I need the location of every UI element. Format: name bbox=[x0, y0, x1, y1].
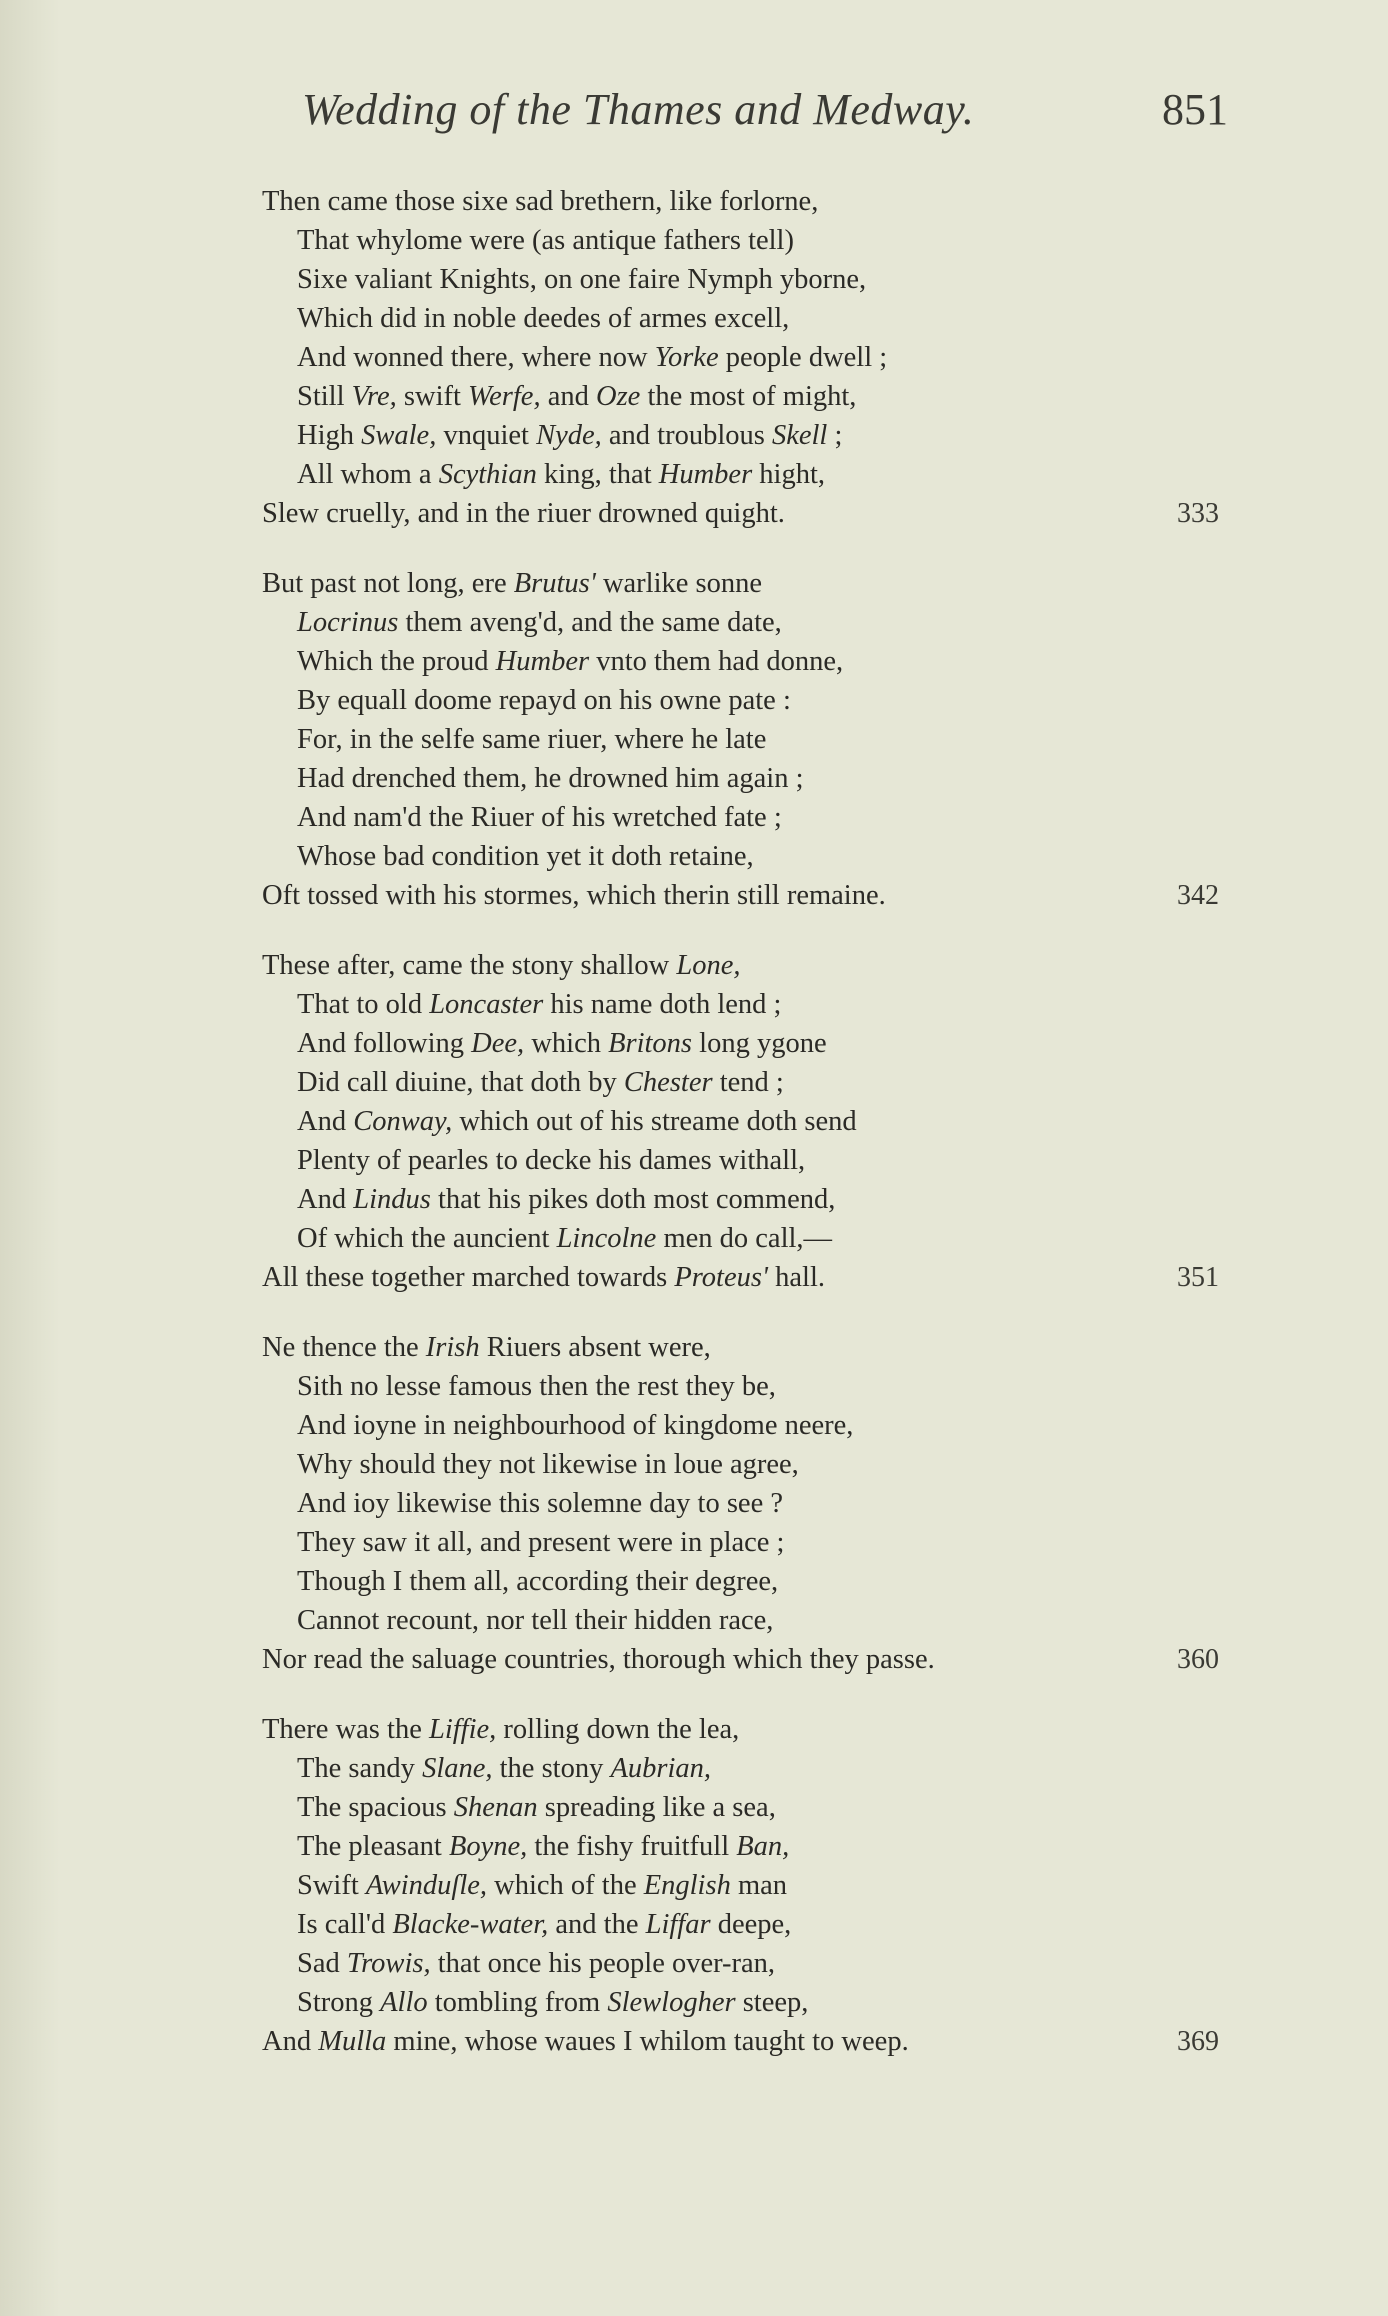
verse-text: and bbox=[540, 381, 596, 412]
verse-line bbox=[262, 1601, 1262, 1640]
line-number: 360 bbox=[1177, 1644, 1219, 1675]
verse-line bbox=[262, 876, 1262, 915]
verse-text: which bbox=[524, 1028, 609, 1059]
verse-text: ; bbox=[827, 420, 843, 451]
verse-text: The spacious bbox=[297, 1792, 454, 1823]
verse-text: Did call diuine, that doth by bbox=[297, 1067, 624, 1098]
verse-text: Ne thence the bbox=[262, 1332, 426, 1363]
italic-name: Conway, bbox=[353, 1106, 453, 1137]
italic-name: Slane, bbox=[422, 1753, 493, 1784]
stanza bbox=[262, 564, 1262, 915]
verse-line bbox=[262, 1640, 1262, 1679]
verse-text: The pleasant bbox=[297, 1831, 449, 1862]
verse-text: long ygone bbox=[692, 1028, 827, 1059]
verse-text: Strong bbox=[297, 1987, 381, 2018]
verse-line bbox=[262, 1484, 1262, 1523]
verse-line bbox=[262, 946, 1262, 985]
verse-line bbox=[262, 1141, 1262, 1180]
verse-text: steep, bbox=[735, 1987, 809, 2018]
verse-text: For, in the selfe same riuer, where he late bbox=[297, 724, 767, 755]
verse-line bbox=[262, 642, 1262, 681]
italic-name: Werfe, bbox=[468, 381, 541, 412]
italic-name: Humber bbox=[658, 459, 753, 490]
verse-line bbox=[262, 455, 1262, 494]
italic-name: Brutus' bbox=[513, 568, 596, 599]
verse-text: tombling from bbox=[427, 1987, 608, 2018]
verse-line bbox=[262, 2022, 1262, 2061]
verse-line bbox=[262, 1063, 1262, 1102]
verse-text: These after, came the stony shallow bbox=[262, 950, 677, 981]
verse-line bbox=[262, 182, 1262, 221]
verse-text: vnquiet bbox=[436, 420, 537, 451]
verse-text: that his pikes doth most commend, bbox=[430, 1184, 836, 1215]
verse-line bbox=[262, 1749, 1262, 1788]
verse-line bbox=[262, 221, 1262, 260]
italic-name: Allo bbox=[380, 1987, 428, 2018]
italic-name: Mulla bbox=[318, 2026, 387, 2057]
verse-text: men do call,— bbox=[656, 1223, 833, 1254]
verse-line bbox=[262, 603, 1262, 642]
italic-name: Shenan bbox=[453, 1792, 538, 1823]
verse-line bbox=[262, 1788, 1262, 1827]
verse-text: Sith no lesse famous then the rest they be, bbox=[297, 1371, 776, 1402]
verse-text: Of which the auncient bbox=[297, 1223, 557, 1254]
verse-text: But past not long, ere bbox=[262, 568, 514, 599]
verse-text: which out of his streame doth send bbox=[452, 1106, 857, 1137]
verse-text: man bbox=[730, 1870, 788, 1901]
verse-text: Oft tossed with his stormes, which therin still remaine. bbox=[262, 880, 886, 911]
verse-text: hall. bbox=[768, 1262, 826, 1293]
verse-text: That to old bbox=[297, 989, 430, 1020]
verse-line bbox=[262, 1944, 1262, 1983]
verse-text: Whose bad condition yet it doth retaine, bbox=[297, 841, 754, 872]
verse-line bbox=[262, 299, 1262, 338]
verse-text: Riuers absent were, bbox=[479, 1332, 711, 1363]
italic-name: Lone, bbox=[676, 950, 741, 981]
verse-text: rolling down the lea, bbox=[496, 1714, 740, 1745]
italic-name: Liffie, bbox=[428, 1714, 497, 1745]
italic-name: Blacke-water, bbox=[392, 1909, 549, 1940]
verse-text: Had drenched them, he drowned him again ; bbox=[297, 763, 804, 794]
italic-name: Locrinus bbox=[297, 607, 399, 638]
italic-name: Yorke bbox=[654, 342, 719, 373]
verse-line bbox=[262, 494, 1262, 533]
stanza bbox=[262, 1710, 1262, 2061]
verse-line bbox=[262, 1102, 1262, 1141]
verse-text: his name doth lend ; bbox=[543, 989, 782, 1020]
verse-text: Still bbox=[297, 381, 352, 412]
verse-line bbox=[262, 798, 1262, 837]
italic-name: Boyne, bbox=[448, 1831, 528, 1862]
verse-text: And ioyne in neighbourhood of kingdome neere, bbox=[297, 1410, 854, 1441]
verse-line bbox=[262, 1445, 1262, 1484]
verse-text: And following bbox=[297, 1028, 472, 1059]
verse-text: the stony bbox=[492, 1753, 611, 1784]
line-number: 369 bbox=[1177, 2026, 1219, 2057]
verse-line bbox=[262, 1866, 1262, 1905]
italic-name: Ban, bbox=[736, 1831, 790, 1862]
verse-line bbox=[262, 1905, 1262, 1944]
verse-text: Though I them all, according their degree, bbox=[297, 1566, 779, 1597]
verse-text: the most of might, bbox=[640, 381, 857, 412]
verse-text: There was the bbox=[262, 1714, 429, 1745]
verse-text: swift bbox=[396, 381, 469, 412]
verse-text: Why should they not likewise in loue agree, bbox=[297, 1449, 799, 1480]
verse-text: All whom a bbox=[297, 459, 439, 490]
italic-name: Lindus bbox=[353, 1184, 431, 1215]
verse-line bbox=[262, 1367, 1262, 1406]
verse-text: By equall doome repayd on his owne pate : bbox=[297, 685, 791, 716]
verse-text: them aveng'd, and the same date, bbox=[398, 607, 782, 638]
verse-text: spreading like a sea, bbox=[537, 1792, 776, 1823]
verse-line bbox=[262, 837, 1262, 876]
verse-line bbox=[262, 681, 1262, 720]
poem-body bbox=[262, 182, 1262, 2092]
verse-text: And bbox=[297, 1184, 354, 1215]
verse-line bbox=[262, 564, 1262, 603]
verse-line bbox=[262, 1219, 1262, 1258]
verse-text: and troublous bbox=[601, 420, 772, 451]
italic-name: Nyde, bbox=[536, 420, 602, 451]
italic-name: Britons bbox=[608, 1028, 693, 1059]
italic-name: Liffar bbox=[645, 1909, 711, 1940]
stanza bbox=[262, 182, 1262, 533]
verse-text: Sixe valiant Knights, on one faire Nymph yborne, bbox=[297, 264, 867, 295]
verse-text: And ioy likewise this solemne day to see ? bbox=[297, 1488, 783, 1519]
verse-text: That whylome were (as antique fathers tell) bbox=[297, 225, 794, 256]
verse-text: The sandy bbox=[297, 1753, 423, 1784]
verse-text: Plenty of pearles to decke his dames withall, bbox=[297, 1145, 806, 1176]
italic-name: Irish bbox=[425, 1332, 480, 1363]
verse-text: And bbox=[297, 1106, 354, 1137]
verse-text: deepe, bbox=[710, 1909, 792, 1940]
verse-text: Sad bbox=[297, 1948, 347, 1979]
line-number: 342 bbox=[1177, 880, 1219, 911]
verse-text: that once his people over-ran, bbox=[430, 1948, 776, 1979]
verse-text: Which the proud bbox=[297, 646, 496, 677]
verse-text: Then came those sixe sad brethern, like forlorne, bbox=[262, 186, 819, 217]
italic-name: Trowis, bbox=[346, 1948, 431, 1979]
verse-text: Is call'd bbox=[297, 1909, 393, 1940]
verse-line bbox=[262, 1024, 1262, 1063]
verse-text: and the bbox=[548, 1909, 646, 1940]
verse-line bbox=[262, 1710, 1262, 1749]
verse-line bbox=[262, 338, 1262, 377]
running-title: Wedding of the Thames and Medway. bbox=[302, 85, 975, 134]
verse-text: And nam'd the Riuer of his wretched fate ; bbox=[297, 802, 782, 833]
verse-text: And bbox=[262, 2026, 319, 2057]
verse-text: the fishy fruitfull bbox=[527, 1831, 737, 1862]
verse-line bbox=[262, 1827, 1262, 1866]
verse-line bbox=[262, 1258, 1262, 1297]
italic-name: Slewlogher bbox=[607, 1987, 736, 2018]
italic-name: Proteus' bbox=[674, 1262, 769, 1293]
italic-name: Loncaster bbox=[429, 989, 544, 1020]
verse-text: king, that bbox=[536, 459, 659, 490]
verse-text: people dwell ; bbox=[718, 342, 888, 373]
verse-line bbox=[262, 1406, 1262, 1445]
verse-line bbox=[262, 720, 1262, 759]
italic-name: Aubrian, bbox=[610, 1753, 712, 1784]
verse-line bbox=[262, 377, 1262, 416]
verse-line bbox=[262, 260, 1262, 299]
verse-line bbox=[262, 1180, 1262, 1219]
verse-text: They saw it all, and present were in place ; bbox=[297, 1527, 785, 1558]
verse-text: vnto them had donne, bbox=[589, 646, 844, 677]
verse-text: Slew cruelly, and in the riuer drowned quight. bbox=[262, 498, 785, 529]
verse-text: mine, whose waues I whilom taught to weep. bbox=[386, 2026, 909, 2057]
italic-name: Dee, bbox=[471, 1028, 525, 1059]
verse-text: warlike sonne bbox=[595, 568, 763, 599]
italic-name: English bbox=[643, 1870, 731, 1901]
line-number: 351 bbox=[1177, 1262, 1219, 1293]
verse-text: High bbox=[297, 420, 362, 451]
italic-name: Awinduſle, bbox=[365, 1870, 488, 1901]
verse-text: tend ; bbox=[712, 1067, 784, 1098]
italic-name: Scythian bbox=[438, 459, 537, 490]
page-header bbox=[0, 84, 1388, 144]
verse-text: And wonned there, where now bbox=[297, 342, 655, 373]
italic-name: Chester bbox=[623, 1067, 713, 1098]
stanza bbox=[262, 1328, 1262, 1679]
verse-text: All these together marched towards bbox=[262, 1262, 675, 1293]
verse-line bbox=[262, 1328, 1262, 1367]
page-number: 851 bbox=[1162, 85, 1228, 134]
verse-text: hight, bbox=[752, 459, 825, 490]
italic-name: Swale, bbox=[361, 420, 437, 451]
verse-text: Swift bbox=[297, 1870, 366, 1901]
verse-line bbox=[262, 1523, 1262, 1562]
verse-text: Nor read the saluage countries, thorough which they passe. bbox=[262, 1644, 935, 1675]
italic-name: Lincolne bbox=[556, 1223, 657, 1254]
verse-text: which of the bbox=[487, 1870, 644, 1901]
verse-line bbox=[262, 1562, 1262, 1601]
verse-text: Cannot recount, nor tell their hidden race, bbox=[297, 1605, 774, 1636]
verse-text: Which did in noble deedes of armes excell, bbox=[297, 303, 790, 334]
italic-name: Humber bbox=[495, 646, 590, 677]
line-number: 333 bbox=[1177, 498, 1219, 529]
verse-line bbox=[262, 985, 1262, 1024]
verse-line bbox=[262, 759, 1262, 798]
italic-name: Vre, bbox=[351, 381, 397, 412]
verse-line bbox=[262, 416, 1262, 455]
page-edge-shading bbox=[0, 0, 60, 2316]
italic-name: Oze bbox=[595, 381, 641, 412]
stanza bbox=[262, 946, 1262, 1297]
verse-line bbox=[262, 1983, 1262, 2022]
italic-name: Skell bbox=[771, 420, 828, 451]
